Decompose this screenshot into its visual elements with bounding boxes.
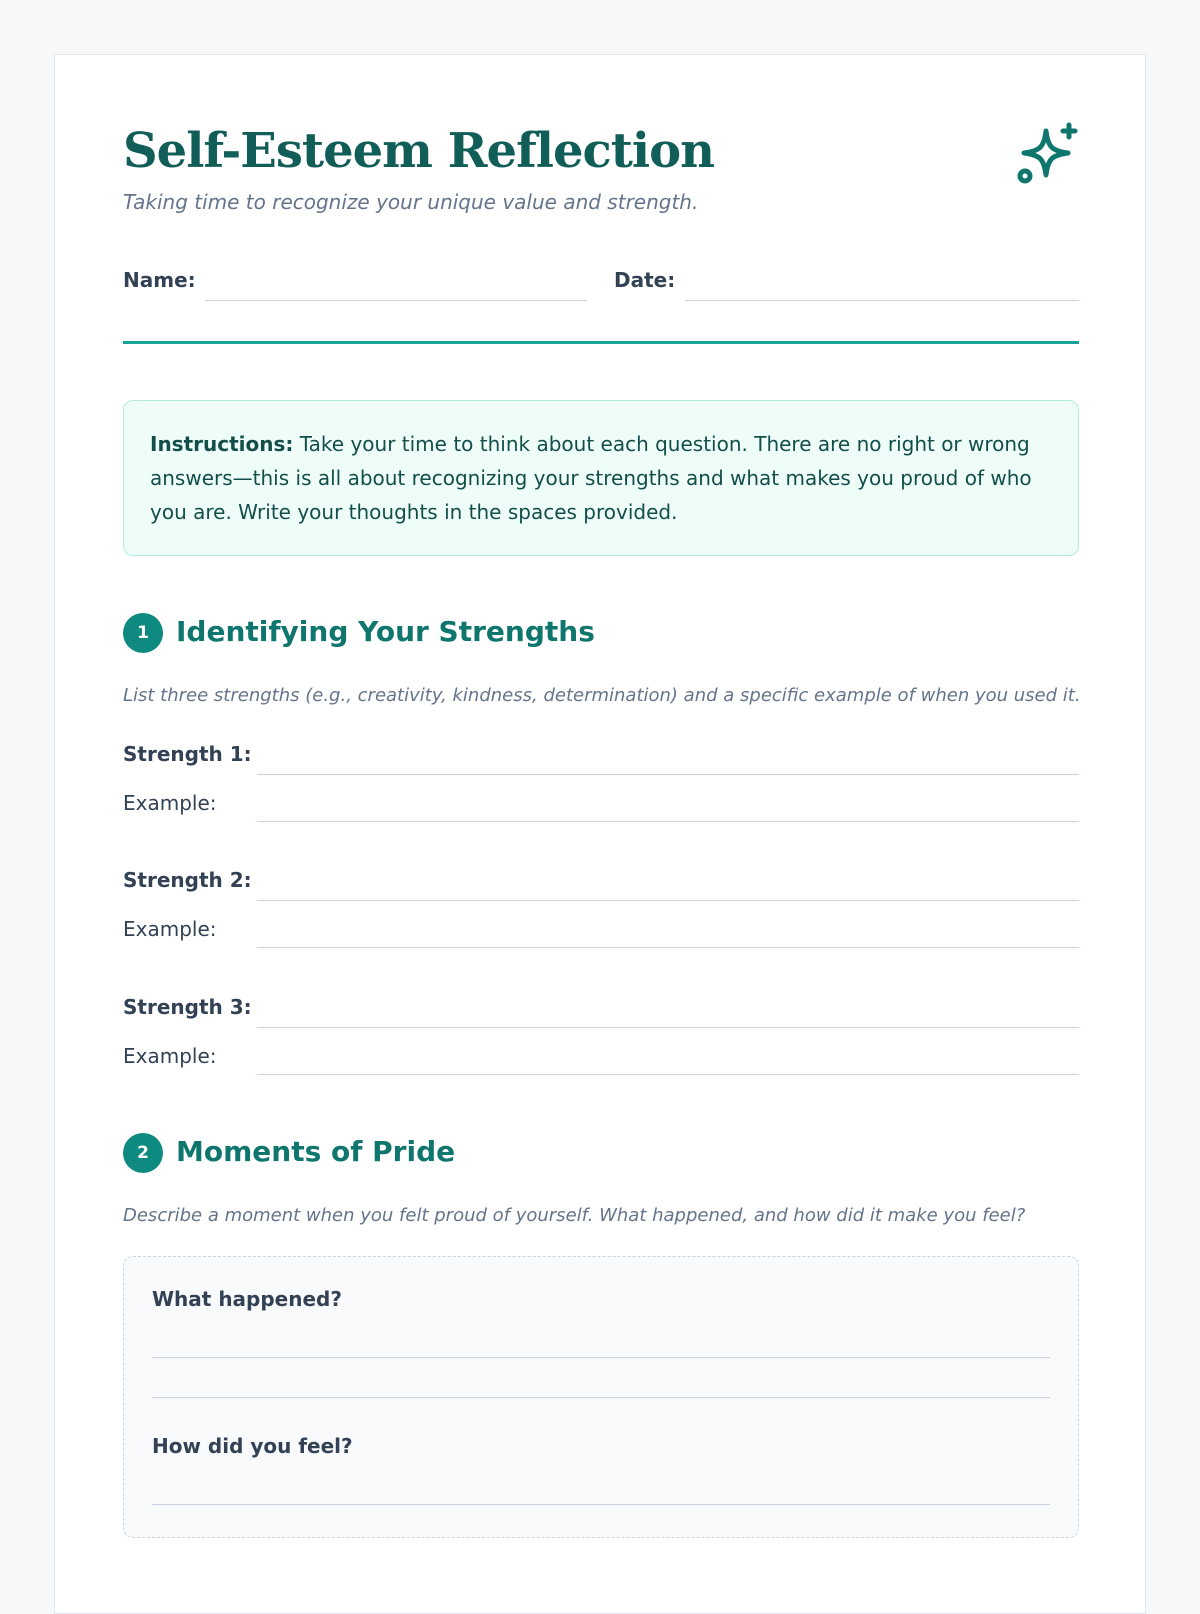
how-did-you-feel-field[interactable] bbox=[152, 1504, 1050, 1505]
section-hint-strengths: List three strengths (e.g., creativity, kindness, determination) and a specific example of when you used it. bbox=[123, 685, 1081, 706]
section-number-badge: 2 bbox=[123, 1133, 163, 1173]
what-happened-label: What happened? bbox=[152, 1287, 342, 1311]
example-3-label: Example: bbox=[123, 1044, 217, 1068]
how-did-you-feel-label: How did you feel? bbox=[152, 1434, 353, 1458]
section-title-pride: Moments of Pride bbox=[176, 1135, 456, 1168]
example-3-field[interactable] bbox=[257, 1074, 1079, 1075]
instructions-text: Take your time to think about each question. There are no right or wrong answers—this is all about recognizing your strengths and what makes you proud of who you are. Write your thoughts in the spaces provided. bbox=[150, 432, 1032, 524]
name-label: Name: bbox=[123, 268, 196, 292]
example-2-label: Example: bbox=[123, 917, 217, 941]
sparkle-icon bbox=[1016, 121, 1082, 187]
what-happened-field-line-2[interactable] bbox=[152, 1397, 1050, 1398]
worksheet-page bbox=[54, 54, 1146, 1614]
strength-3-field[interactable] bbox=[257, 1027, 1079, 1028]
header-divider bbox=[123, 341, 1079, 344]
instructions-box bbox=[123, 400, 1079, 556]
strength-1-label: Strength 1: bbox=[123, 742, 252, 766]
strength-2-field[interactable] bbox=[257, 900, 1079, 901]
example-1-field[interactable] bbox=[257, 821, 1079, 822]
section-number-badge: 1 bbox=[123, 613, 163, 653]
strength-1-field[interactable] bbox=[257, 774, 1079, 775]
example-2-field[interactable] bbox=[257, 947, 1079, 948]
date-field[interactable] bbox=[685, 300, 1079, 301]
example-1-label: Example: bbox=[123, 791, 217, 815]
section-hint-pride: Describe a moment when you felt proud of yourself. What happened, and how did it make you feel? bbox=[123, 1205, 1026, 1226]
page-subtitle: Taking time to recognize your unique value and strength. bbox=[123, 190, 699, 214]
section-title-strengths: Identifying Your Strengths bbox=[176, 615, 595, 648]
strength-2-label: Strength 2: bbox=[123, 868, 252, 892]
instructions-lead: Instructions: bbox=[150, 432, 294, 456]
page-title: Self-Esteem Reflection bbox=[123, 123, 715, 179]
pride-answer-box bbox=[123, 1256, 1079, 1538]
date-label: Date: bbox=[614, 268, 676, 292]
strength-3-label: Strength 3: bbox=[123, 995, 252, 1019]
what-happened-field-line-1[interactable] bbox=[152, 1357, 1050, 1358]
name-field[interactable] bbox=[205, 300, 587, 301]
